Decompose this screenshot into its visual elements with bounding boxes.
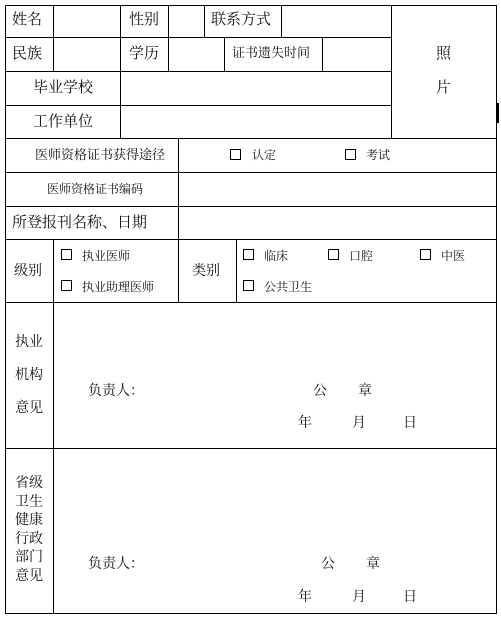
- contact-field[interactable]: [282, 6, 391, 37]
- ethnicity-field[interactable]: [54, 38, 120, 71]
- category-option-4-label: 公共卫生: [264, 280, 313, 294]
- work-unit-field[interactable]: [121, 106, 391, 138]
- level-option-2-checkbox[interactable]: [61, 280, 72, 291]
- institution-opinion-label: [13, 330, 45, 420]
- publication-field[interactable]: [179, 207, 496, 239]
- province-date-day: 日: [403, 589, 417, 605]
- lost-time-field[interactable]: [323, 38, 391, 71]
- institution-date-day: 日: [403, 415, 417, 431]
- name-field[interactable]: [54, 6, 120, 37]
- route-option-1-label: 认定: [252, 148, 277, 162]
- gender-label: 性别: [129, 10, 160, 28]
- institution-responsible-label: 负责人：: [88, 383, 144, 399]
- province-opinion-label: [13, 474, 45, 585]
- category-option-1-checkbox[interactable]: [243, 249, 254, 260]
- institution-label-line-1: 执业: [15, 334, 43, 350]
- province-label-line-6: 意见: [15, 567, 43, 584]
- school-label: 毕业学校: [33, 78, 94, 96]
- level-option-2-label: 执业助理医师: [82, 280, 155, 294]
- photo-area[interactable]: [392, 6, 496, 138]
- category-option-3-label: 中医: [441, 249, 466, 263]
- province-label-line-3: 健康: [15, 512, 43, 528]
- level-label: 级别: [14, 263, 42, 279]
- route-option-2-checkbox[interactable]: [345, 149, 356, 160]
- institution-date-year: 年: [298, 415, 312, 431]
- photo-char-2: 片: [436, 78, 452, 96]
- institution-seal-char-1: 公: [313, 383, 327, 399]
- institution-label-line-3: 意见: [15, 400, 43, 416]
- category-option-2-label: 口腔: [349, 249, 374, 263]
- category-option-2-checkbox[interactable]: [328, 249, 339, 260]
- route-option-1-checkbox[interactable]: [230, 149, 241, 160]
- contact-label: 联系方式: [211, 10, 272, 28]
- province-date-year: 年: [298, 589, 312, 605]
- institution-opinion-field[interactable]: [54, 303, 496, 448]
- route-option-2-label: 考试: [366, 148, 391, 162]
- level-option-1-checkbox[interactable]: [61, 249, 72, 260]
- lost-time-label: 证书遗失时间: [232, 46, 311, 61]
- category-option-4-checkbox[interactable]: [243, 280, 254, 291]
- category-label: 类别: [192, 263, 220, 279]
- cert-code-field[interactable]: [179, 173, 496, 206]
- name-label: 姓名: [12, 10, 43, 28]
- province-seal-char-1: 公: [321, 556, 335, 572]
- institution-label-line-2: 机构: [15, 367, 43, 383]
- province-label-line-1: 省级: [15, 475, 43, 491]
- province-opinion-field[interactable]: [54, 449, 496, 613]
- level-option-1-label: 执业医师: [82, 249, 131, 263]
- province-label-line-2: 卫生: [15, 493, 43, 510]
- province-date-month: 月: [352, 589, 366, 605]
- school-field[interactable]: [121, 72, 391, 105]
- gender-field[interactable]: [169, 6, 204, 37]
- category-option-1-label: 临床: [264, 249, 289, 263]
- cert-code-label: 医师资格证书编码: [47, 182, 144, 196]
- publication-label: 所登报刊名称、日期: [12, 213, 148, 231]
- work-unit-label: 工作单位: [33, 112, 94, 130]
- category-option-3-checkbox[interactable]: [420, 249, 431, 260]
- route-label: 医师资格证书获得途径: [35, 148, 166, 163]
- education-label: 学历: [129, 44, 160, 62]
- province-label-line-5: 部门: [15, 549, 43, 565]
- education-field[interactable]: [169, 38, 224, 71]
- province-label-line-4: 行政: [15, 530, 43, 547]
- institution-date-month: 月: [352, 415, 366, 431]
- photo-char-1: 照: [436, 44, 452, 62]
- institution-seal-char-2: 章: [358, 383, 372, 399]
- province-responsible-label: 负责人：: [88, 556, 144, 572]
- province-seal-char-2: 章: [366, 556, 380, 572]
- ethnicity-label: 民族: [12, 44, 43, 62]
